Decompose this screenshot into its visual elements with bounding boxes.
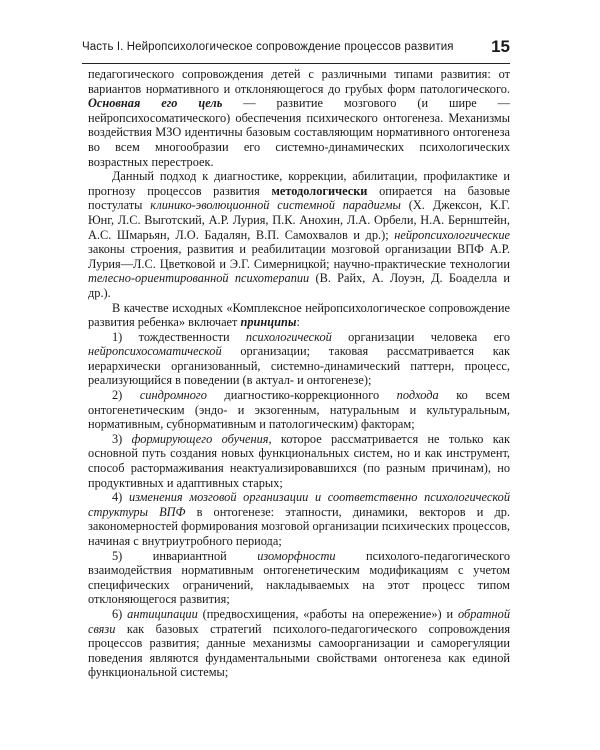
body-text (88, 67, 510, 680)
page-number: 15 (491, 37, 510, 56)
header-rule (82, 63, 510, 64)
list-item-4: 4) изменения мозговой организации и соответственно психологической структуры ВПФ в онтогенезе: этапности, динамики, векторов и др. закономерностей формирования мозговой организации психических процессов, начиная с внутриутробного периода; (88, 490, 511, 548)
paragraph-1: педагогического сопровождения детей с различными типами развития: от вариантов нормативного и отклоняющегося до грубых форм патологического. Основная его цель — развитие мозгового (и шире — нейропсихосоматического) обеспечения психического онтогенеза. Механизмы воздействия МЗО идентичны базовым составляющим нормативного онтогенеза во всем многообразии его системно-динамических психологических возрастных перестроек. (88, 67, 510, 169)
key-term-main-goal: Основная его цель (88, 96, 223, 111)
list-item-3: 3) формирующего обучения, которое рассматривается не только как основной путь создания новых функциональных систем, но и как инструмент, способ растормаживания неактуализировавшихся (по разным причинам), но продуктивных и адаптивных старых; (88, 431, 511, 490)
paragraph-3: В качестве исходных «Комплексное нейропсихологическое сопровождение развития ребенка» включает принципы: (88, 300, 510, 330)
page-header (82, 37, 510, 61)
list-item-2: 2) синдромного диагностико-коррекционного подхода ко всем онтогенетическим (эндо- и экзогенным, натуральным и культуральным, нормативным, субнормативным и патологическим) факторам; (88, 388, 510, 432)
list-item-1: 1) тождественности психологической организации человека его нейропсихосоматической организации; таковая рассматривается как иерархически организованный, системно-динамический паттерн, процесс, реализующийся в поведении (в актуал- и онтогенезе); (88, 329, 510, 388)
list-item-6: 6) антиципации (предвосхищения, «работы на опережение») и обратной связи как базовых стратегий психолого-педагогического сопровождения процессов развития; данные механизмы самоорганизации и саморегуляции поведения являются фундаментальными свойствами онтогенеза как единой функциональной системы; (88, 606, 510, 680)
paragraph-2: Данный подход к диагностике, коррекции, абилитации, профилактике и прогнозу процессов развития методологически опирается на базовые постулаты клинико-эволюционной системной парадигмы (Х. Джексон, К.Г. Юнг, Л.С. Выготский, А.Р. Лурия, П.К. Анохин, Л.А. Орбели, Н.А. Бернштейн, А.С. Шмарьян, Л.О. Бадалян, В.П. Самохвалов и др.); нейропсихологические законы строения, развития и реабилитации мозговой организации ВПФ А.Р. Лурия—Л.С. Цветковой и Э.Г. Симерницкой; научно-практические технологии телесно-ориентированной психотерапии (В. Райх, А. Лоуэн, Д. Боаделла и др.). (88, 169, 510, 300)
list-item-5: 5) инвариантной изоморфности психолого-педагогического взаимодействия нормативным онтогенетическим модификациям с учетом специфических ограничений, накладываемых на этот процесс типом отклоняющегося развития; (88, 548, 511, 607)
key-term-principles: принципы (240, 315, 297, 330)
key-term-methodologically: методологически (271, 183, 368, 198)
running-title: Часть I. Нейропсихологическое сопровождение процессов развития (82, 41, 454, 53)
